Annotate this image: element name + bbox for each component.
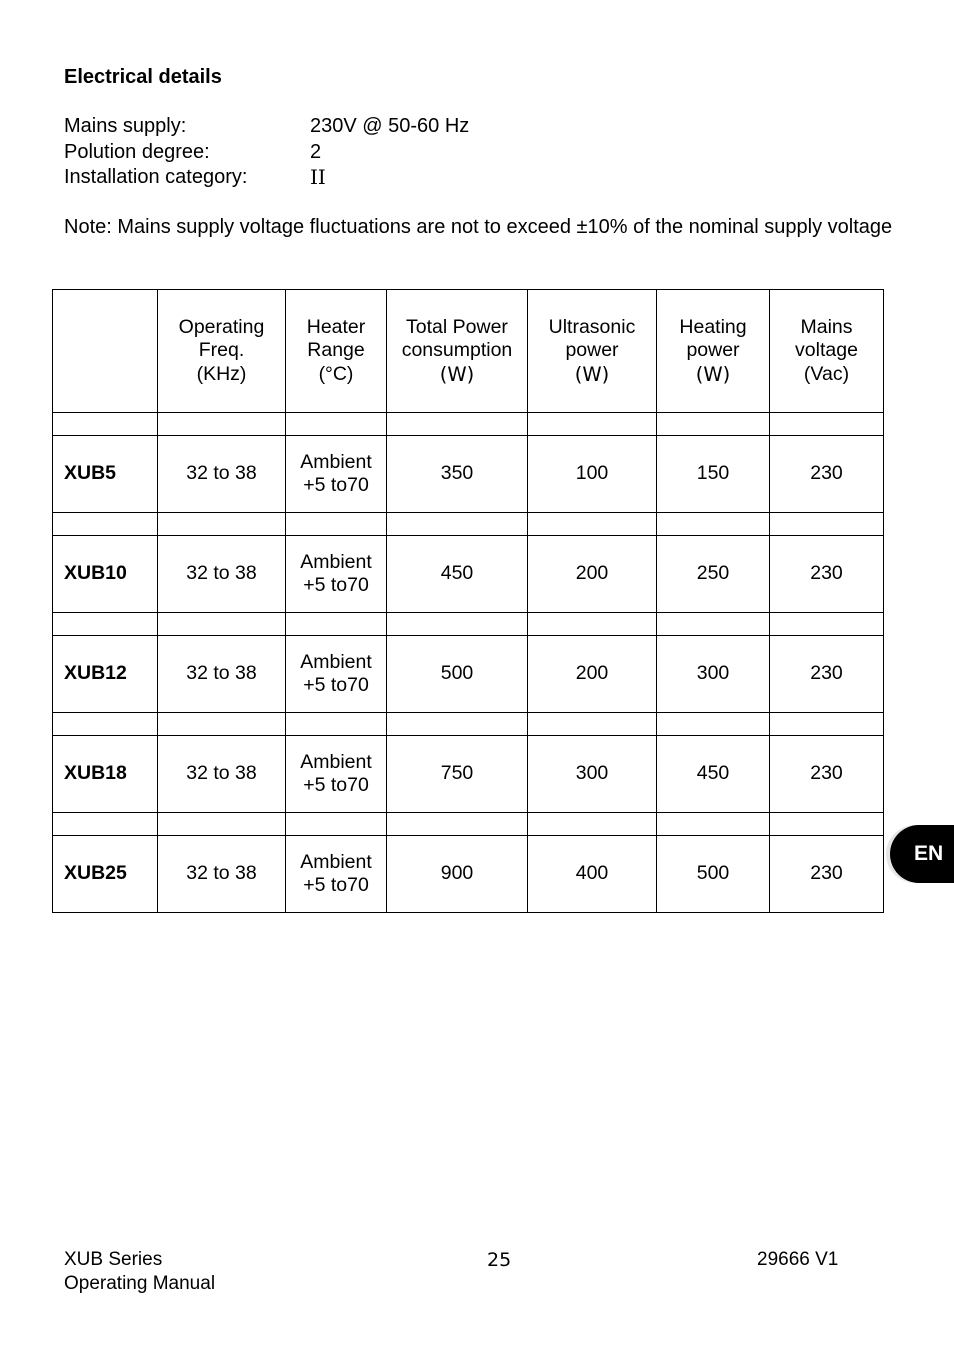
ultrasonic-power-cell: 100 xyxy=(528,436,657,513)
table-row xyxy=(53,536,884,613)
footer-manual-title xyxy=(64,1248,215,1295)
model-cell: XUB12 xyxy=(53,636,158,713)
spec-installation-category xyxy=(64,165,469,191)
footer-manual: Operating Manual xyxy=(64,1272,216,1294)
freq-cell: 32 to 38 xyxy=(158,736,286,813)
total-power-cell: 450 xyxy=(387,536,528,613)
table-row xyxy=(53,436,884,513)
voltage-cell: 230 xyxy=(770,836,884,913)
header-cell-heater-range: Heater Range (°C) xyxy=(286,290,387,413)
heating-power-cell: 150 xyxy=(657,436,770,513)
ultrasonic-power-cell: 200 xyxy=(528,536,657,613)
range-cell: Ambient +5 to70 xyxy=(286,636,387,713)
range-cell: Ambient +5 to70 xyxy=(286,736,387,813)
spec-value: 2 xyxy=(310,140,322,163)
spec-value: 230V @ 50-60 Hz xyxy=(310,115,470,137)
total-power-cell: 750 xyxy=(387,736,528,813)
freq-cell: 32 to 38 xyxy=(158,836,286,913)
section-heading: Electrical details xyxy=(64,66,222,88)
model-specs-table xyxy=(52,289,884,913)
heating-power-cell: 300 xyxy=(657,636,770,713)
model-cell: XUB25 xyxy=(53,836,158,913)
table-row xyxy=(53,736,884,813)
freq-cell: 32 to 38 xyxy=(158,536,286,613)
table-spacer-row xyxy=(53,613,884,636)
spec-value: II xyxy=(310,165,326,189)
model-cell: XUB10 xyxy=(53,536,158,613)
header-cell-frequency: Operating Freq. (KHz) xyxy=(158,290,286,413)
voltage-cell: 230 xyxy=(770,536,884,613)
spec-label: Installation category: xyxy=(64,166,248,188)
ultrasonic-power-cell: 300 xyxy=(528,736,657,813)
electrical-specs xyxy=(64,114,469,191)
model-cell: XUB5 xyxy=(53,436,158,513)
heating-power-cell: 450 xyxy=(657,736,770,813)
range-cell: Ambient +5 to70 xyxy=(286,436,387,513)
page-number: 25 xyxy=(487,1249,512,1271)
total-power-cell: 500 xyxy=(387,636,528,713)
heating-power-cell: 500 xyxy=(657,836,770,913)
total-power-cell: 900 xyxy=(387,836,528,913)
spec-mains-supply xyxy=(64,114,469,140)
language-tab: EN xyxy=(890,825,954,883)
header-cell-total-power: Total Power consumption (W) xyxy=(387,290,528,413)
table-spacer-row xyxy=(53,513,884,536)
range-cell: Ambient +5 to70 xyxy=(286,536,387,613)
voltage-cell: 230 xyxy=(770,636,884,713)
ultrasonic-power-cell: 200 xyxy=(528,636,657,713)
heating-power-cell: 250 xyxy=(657,536,770,613)
freq-cell: 32 to 38 xyxy=(158,436,286,513)
freq-cell: 32 to 38 xyxy=(158,636,286,713)
spec-label: Mains supply: xyxy=(64,115,187,137)
spec-label: Polution degree: xyxy=(64,140,210,163)
voltage-cell: 230 xyxy=(770,736,884,813)
ultrasonic-power-cell: 400 xyxy=(528,836,657,913)
document-reference: 29666 V1 xyxy=(757,1249,839,1270)
header-cell-model xyxy=(53,290,158,413)
table-row xyxy=(53,836,884,913)
spec-polution-degree xyxy=(64,140,469,166)
header-cell-heating-power: Heating power (W) xyxy=(657,290,770,413)
total-power-cell: 350 xyxy=(387,436,528,513)
model-cell: XUB18 xyxy=(53,736,158,813)
footer-series: XUB Series xyxy=(64,1249,163,1270)
table-header-row xyxy=(53,290,884,413)
table-spacer-row xyxy=(53,413,884,436)
table-row xyxy=(53,636,884,713)
table-spacer-row xyxy=(53,813,884,836)
table-spacer-row xyxy=(53,713,884,736)
voltage-note: Note: Mains supply voltage fluctuations are not to exceed ±10% of the nominal supply voltage xyxy=(64,216,893,238)
header-cell-mains-voltage: Mains voltage (Vac) xyxy=(770,290,884,413)
voltage-cell: 230 xyxy=(770,436,884,513)
header-cell-ultrasonic-power: Ultrasonic power (W) xyxy=(528,290,657,413)
range-cell: Ambient +5 to70 xyxy=(286,836,387,913)
